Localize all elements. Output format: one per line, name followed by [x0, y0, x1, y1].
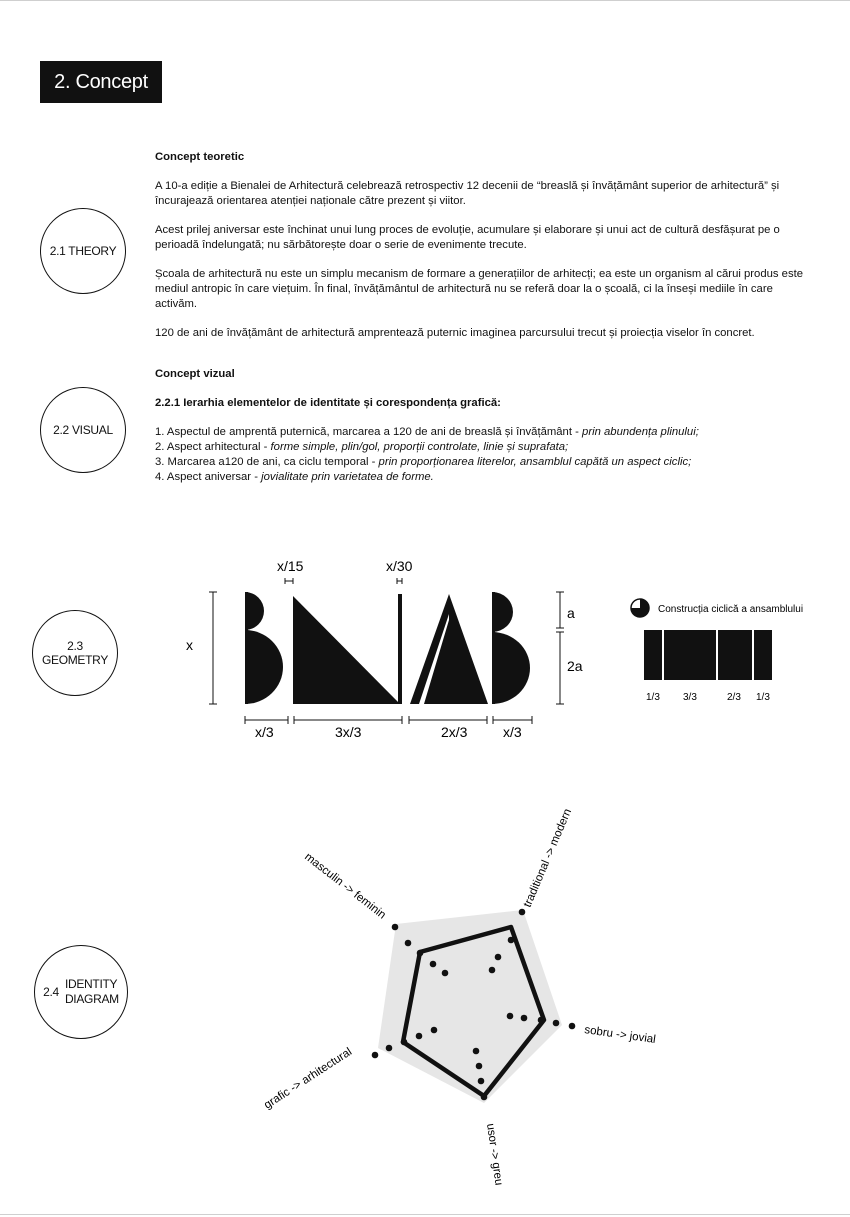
- top-label-x30: x/30: [386, 558, 413, 574]
- theory-text: [155, 150, 805, 355]
- visual-text: [155, 367, 805, 485]
- visual-item-1: 1. Aspectul de amprentă puternică, marcarea a 120 de ani de breaslă și învățământ - prin abundența plinului;: [155, 426, 699, 438]
- geometry-circle-label: 2.3 GEOMETRY: [41, 639, 109, 667]
- geometry-figure: [0, 540, 850, 750]
- axis-label-sobru-jovial: sobru -> jovial: [583, 1024, 657, 1046]
- axis-label-grafic-arhitectural: grafic -> arhitectural: [262, 1045, 355, 1112]
- right-label-a: a: [567, 605, 575, 621]
- theory-paragraph-2: Acest prilej aniversar este închinat unui lung proces de evoluție, acumulare și elaborare și unui act de cultură desfășurat pe o perioadă îndelungată; nu sărbătorește doar o serie de evenimente trecute.: [155, 224, 780, 251]
- height-label: x: [186, 637, 193, 653]
- visual-item-4: 4. Aspect aniversar - jovialitate prin varietatea de forme.: [155, 471, 434, 483]
- theory-circle: [40, 208, 126, 294]
- theory-paragraph-1: A 10-a ediție a Bienalei de Arhitectură celebrează retrospectiv 12 decenii de “breaslă și învățământ superior de arhitectură” și încurajează orientarea atenției naționale către prezent și viitor.: [155, 180, 780, 207]
- axis-label-masculin-feminin: masculin -> feminin: [302, 850, 388, 922]
- visual-item-3: 3. Marcarea a120 de ani, ca ciclu temporal - prin proporționarea literelor, ansamblul capătă un aspect ciclic;: [155, 456, 692, 468]
- letter-b-right: [492, 592, 530, 704]
- theory-paragraph-4: 120 de ani de învățământ de arhitectură amprentează puternic imaginea parcursului trecut și proiecția viselor în concret.: [155, 327, 755, 339]
- theory-heading: Concept teoretic: [155, 151, 245, 163]
- section-title: 2. Concept: [40, 61, 162, 103]
- letter-n: [293, 594, 402, 704]
- cycle-caption: Construcția ciclică a ansamblului: [658, 604, 804, 615]
- axis-label-usor-greu: usor -> greu: [484, 1122, 505, 1187]
- identity-circle-label: IDENTITY DIAGRAM: [64, 977, 119, 1006]
- cycle-bar-3: [718, 630, 752, 680]
- letter-a: [410, 594, 488, 704]
- theory-paragraph-3: Școala de arhitectură nu este un simplu mecanism de formare a generațiilor de arhitecți; ea este un organism al cărui produs este mediul antropic în care viețuim. În final, învățământul de arhitectură nu se referă doar la o școală, ci la înseși mediile în care activăm.: [155, 268, 804, 310]
- top-label-x15: x/15: [277, 558, 304, 574]
- visual-circle: [40, 387, 126, 473]
- bottom-label-4: x/3: [503, 724, 522, 740]
- cycle-label-1: 1/3: [646, 692, 660, 703]
- bottom-label-2: 3x/3: [335, 724, 362, 740]
- identity-diagram: [0, 790, 850, 1210]
- cycle-label-4: 1/3: [756, 692, 770, 703]
- cycle-bar-1: [644, 630, 662, 680]
- visual-subheading: 2.2.1 Ierarhia elementelor de identitate și corespondența grafică:: [155, 397, 501, 409]
- bottom-rule: [0, 1214, 850, 1215]
- cycle-bar-4: [754, 630, 772, 680]
- cycle-label-3: 2/3: [727, 692, 741, 703]
- visual-circle-label: 2.2 VISUAL: [53, 423, 113, 437]
- theory-circle-label: 2.1 THEORY: [49, 244, 117, 258]
- identity-circle-number: 2.4: [43, 985, 59, 999]
- bottom-label-3: 2x/3: [441, 724, 468, 740]
- letter-b-left: [245, 592, 283, 704]
- visual-item-2: 2. Aspect arhitectural - forme simple, plin/gol, proporții controlate, linie și suprafata;: [155, 441, 569, 453]
- right-label-2a: 2a: [567, 658, 583, 674]
- cycle-label-2: 3/3: [683, 692, 697, 703]
- top-rule: [0, 0, 850, 1]
- visual-heading: Concept vizual: [155, 368, 235, 380]
- cycle-bar-2: [664, 630, 716, 680]
- bottom-label-1: x/3: [255, 724, 274, 740]
- axis-label-traditional-modern: traditional -> modern: [521, 807, 575, 910]
